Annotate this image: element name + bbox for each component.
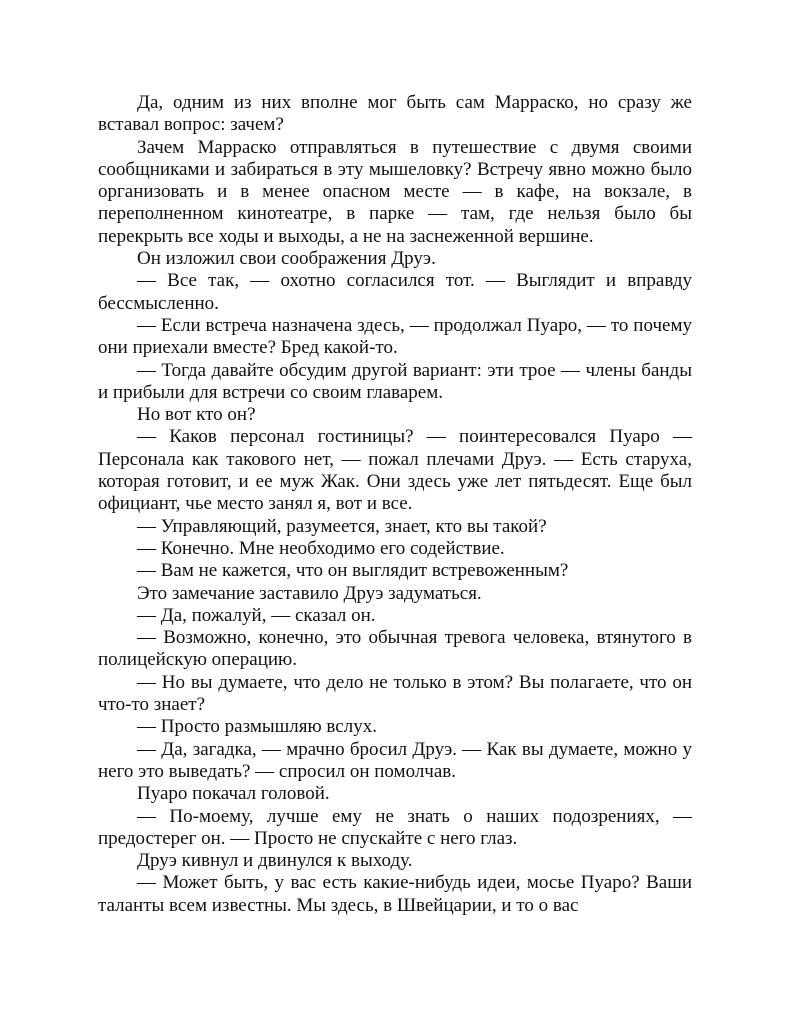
- paragraph-7: Но вот кто он?: [137, 404, 256, 426]
- paragraph-15: — Но вы думаете, что дело не только в этом? Вы полагаете, что он что-то знает?: [98, 671, 692, 716]
- paragraph-4: — Все так, — охотно согласился тот. — Выглядит и вправду бессмысленно.: [98, 270, 692, 314]
- paragraph-10: — Конечно. Мне необходимо его содействие.: [137, 537, 505, 559]
- paragraph-3: Он изложил свои соображения Друэ.: [137, 248, 436, 270]
- paragraph-17: — Да, загадка, — мрачно бросил Друэ. — Как вы думаете, можно у него это выведать? — спросил он помолчав.: [98, 738, 692, 782]
- paragraph-2: Зачем Марраско отправляться в путешествие с двумя своими сообщниками и забираться в эту мышеловку? Встречу явно можно было организовать и в менее опасном месте — в кафе, на вокзале, в переполненном кинотеатре, в парке — там, где нельзя было бы перекрыть все ходы и выходы, а не на заснеженной вершине.: [98, 136, 692, 247]
- paragraph-13: — Да, пожалуй, — сказал он.: [137, 604, 376, 626]
- paragraph-5: — Если встреча назначена здесь, — продолжал Пуаро, — то почему они приехали вместе? Бред какой-то.: [98, 314, 692, 359]
- paragraph-21: — Может быть, у вас есть какие-нибудь идеи, мосье Пуаро? Ваши таланты всем известны. Мы здесь, в Швейцарии, и то о вас: [98, 872, 692, 916]
- paragraph-19: — По-моему, лучше ему не знать о наших подозрениях, — предостерег он. — Просто не спускайте с него глаз.: [98, 805, 692, 849]
- paragraph-12: Это замечание заставило Друэ задуматься.: [137, 582, 482, 604]
- paragraph-8: — Каков персонал гостиницы? — поинтересовался Пуаро — Персонала как такового нет, — пожал плечами Друэ. — Есть старуха, которая готовит, и ее муж Жак. Они здесь уже лет пятьдесят. Еще был официант, чье место занял я, вот и все.: [98, 426, 692, 515]
- paragraph-20: Друэ кивнул и двинулся к выходу.: [137, 850, 413, 872]
- paragraph-16: — Просто размышляю вслух.: [137, 716, 377, 738]
- paragraph-6: — Тогда давайте обсудим другой вариант: эти трое — члены банды и прибыли для встречи со своим главарем.: [98, 359, 692, 403]
- paragraph-18: Пуаро покачал головой.: [137, 783, 330, 805]
- paragraph-14: — Возможно, конечно, это обычная тревога человека, втянутого в полицейскую операцию.: [98, 627, 692, 671]
- paragraph-9: — Управляющий, разумеется, знает, кто вы такой?: [137, 515, 547, 537]
- body-text: [98, 92, 692, 917]
- paragraph-1: Да, одним из них вполне мог быть сам Марраско, но сразу же вставал вопрос: зачем?: [98, 92, 692, 136]
- paragraph-11: — Вам не кажется, что он выглядит встревоженным?: [137, 560, 569, 582]
